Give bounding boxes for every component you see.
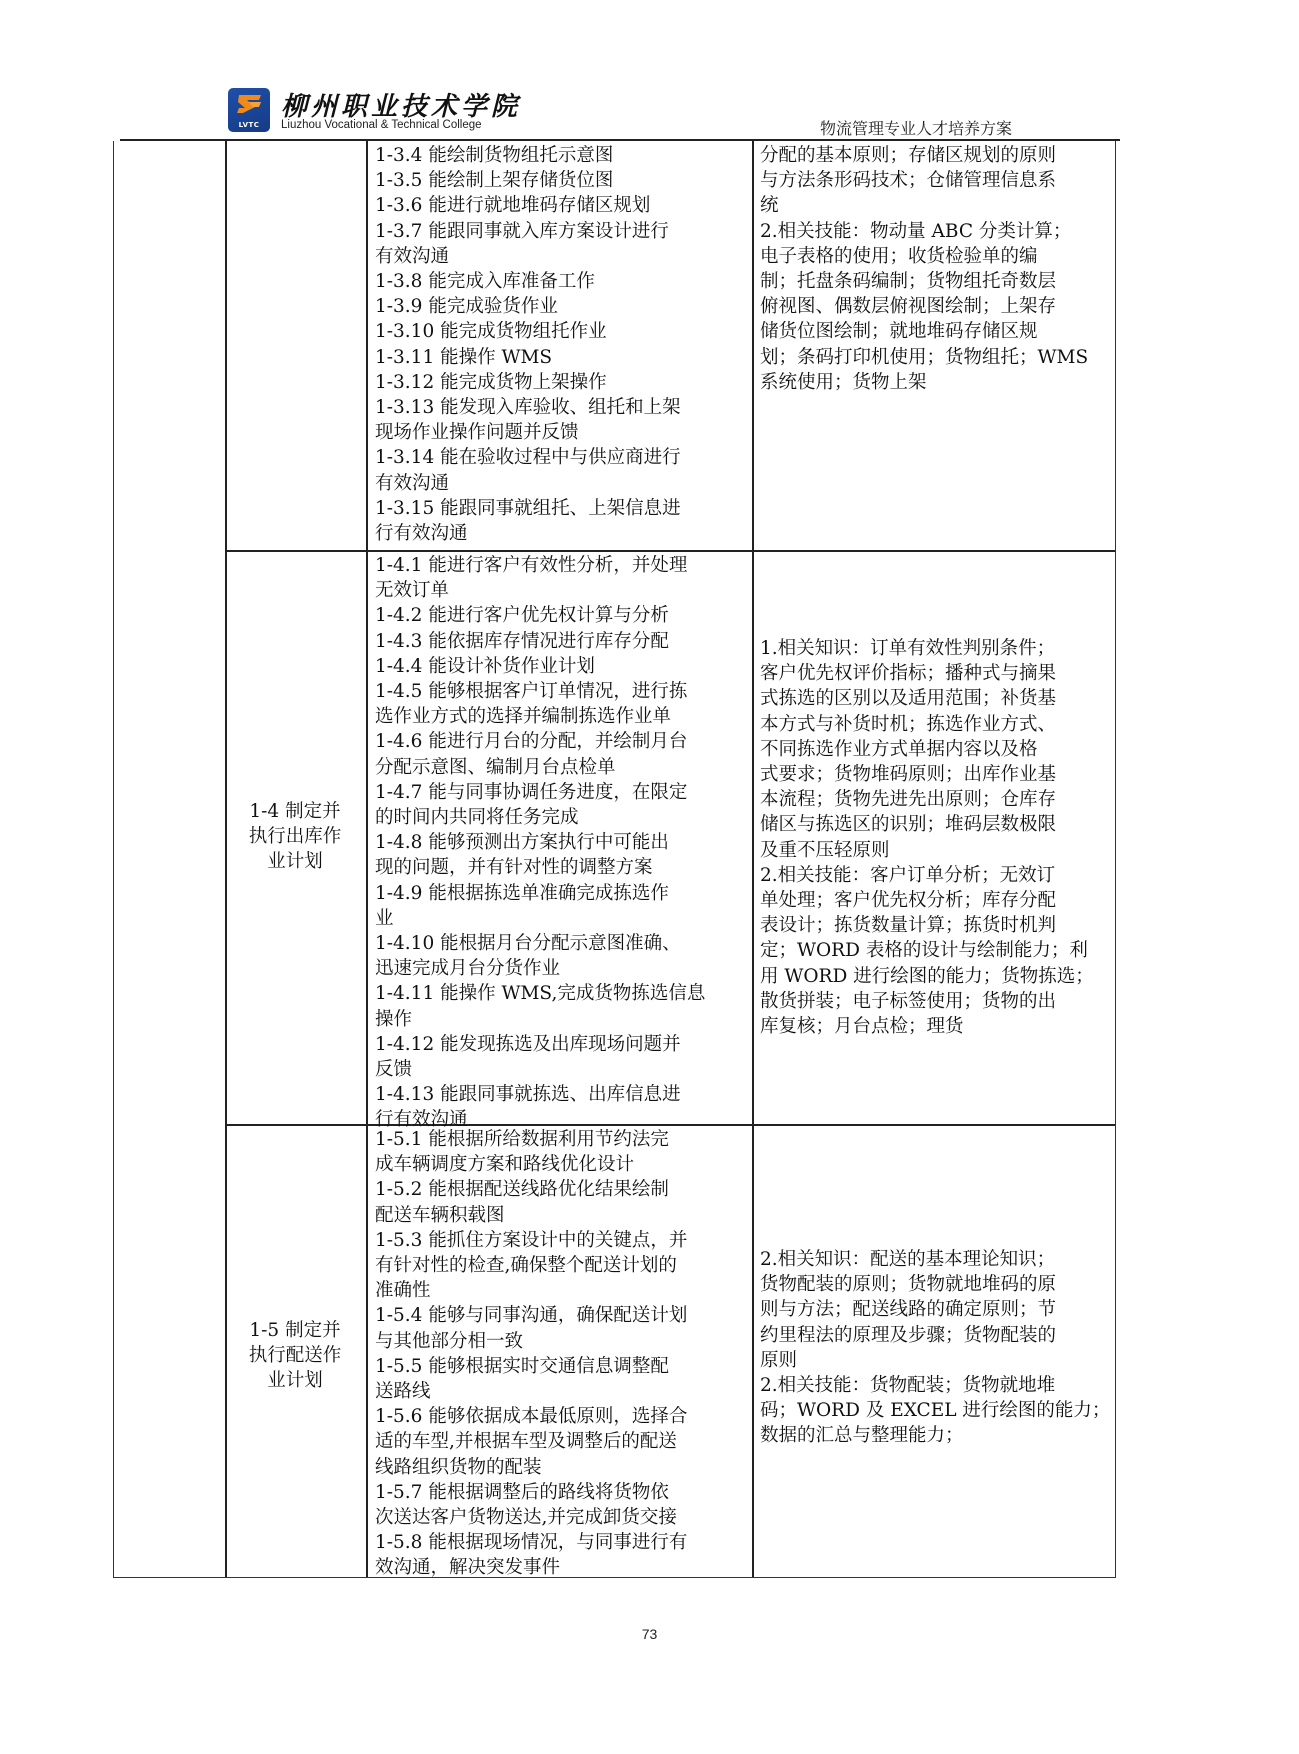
knowledge-line: 系统使用；货物上架 — [760, 371, 927, 393]
ability-line: 1-3.10 能完成货物组托作业 — [375, 321, 607, 343]
category-line: 1-5 制定并 — [249, 1320, 341, 1341]
ability-line: 1-5.5 能够根据实时交通信息调整配 — [375, 1355, 669, 1377]
ability-line: 1-5.2 能根据配送线路优化结果绘制 — [375, 1179, 669, 1201]
ability-line: 1-4.3 能依据库存情况进行库存分配 — [375, 630, 669, 652]
ability-line: 准确性 — [375, 1280, 431, 1302]
ability-line: 1-4.8 能够预测出方案执行中可能出 — [375, 832, 669, 854]
category-line: 执行出库作 — [248, 826, 342, 847]
knowledge-line: 俯视图、偶数层俯视图绘制；上架存 — [760, 296, 1057, 318]
ability-line: 1-4.13 能跟同事就拣选、出库信息进 — [375, 1084, 681, 1106]
ability-line: 1-5.3 能抓住方案设计中的关键点，并 — [375, 1229, 688, 1251]
category-line: 执行配送作 — [248, 1345, 342, 1366]
ability-line: 1-3.7 能跟同事就入库方案设计进行 — [375, 220, 669, 242]
ability-line: 1-4.9 能根据拣选单准确完成拣选作 — [375, 882, 669, 904]
knowledge-line: 库复核；月台点检；理货 — [760, 1016, 964, 1038]
knowledge-line: 与方法条形码技术；仓储管理信息系 — [760, 170, 1057, 192]
knowledge-line: 数据的汇总与整理能力； — [760, 1425, 964, 1447]
ability-line: 效沟通，解决突发事件 — [375, 1557, 561, 1579]
ability-line: 1-3.11 能操作 WMS — [375, 346, 553, 368]
knowledge-line: 本流程；货物先进先出原则；仓库存 — [760, 789, 1057, 811]
ability-line: 有效沟通 — [375, 245, 450, 267]
ability-line: 现场作业操作问题并反馈 — [375, 422, 579, 444]
knowledge-line: 2.相关知识：配送的基本理论知识； — [760, 1249, 1056, 1270]
knowledge-line: 单处理；客户优先权分析；库存分配 — [760, 890, 1057, 912]
knowledge-line: 及重不压轻原则 — [760, 839, 890, 861]
table-row-abilities-1-3 — [375, 143, 681, 546]
logo-text: LVTC — [238, 121, 260, 129]
ability-line: 有效沟通 — [375, 472, 450, 494]
ability-line: 1-5.7 能根据调整后的路线将货物依 — [375, 1481, 669, 1503]
knowledge-line: 制；托盘条码编制；货物组托奇数层 — [760, 271, 1057, 293]
ability-line: 次送达客户货物送达,并完成卸货交接 — [375, 1507, 677, 1529]
ability-line: 1-3.13 能发现入库验收、组托和上架 — [375, 397, 681, 419]
ability-line: 1-3.15 能跟同事就组托、上架信息进 — [375, 497, 681, 519]
ability-line: 分配示意图、编制月台点检单 — [375, 756, 616, 778]
ability-line: 1-5.1 能根据所给数据利用节约法完 — [375, 1129, 669, 1150]
table-row-category-1-4 — [225, 799, 365, 874]
knowledge-line: 式拣选的区别以及适用范围；补货基 — [760, 688, 1057, 710]
ability-line: 无效订单 — [375, 580, 450, 602]
ability-line: 的时间内共同将任务完成 — [375, 807, 579, 829]
college-name-cn: 柳州职业技术学院 — [281, 92, 522, 122]
knowledge-line: 电子表格的使用；收货检验单的编 — [760, 245, 1038, 267]
knowledge-line: 2.相关技能：物动量 ABC 分类计算； — [760, 220, 1072, 242]
knowledge-line: 散货拼装；电子标签使用；货物的出 — [760, 990, 1057, 1012]
knowledge-line: 原则 — [760, 1349, 798, 1371]
knowledge-line: 表设计；拣货数量计算；拣货时机判 — [760, 915, 1057, 937]
knowledge-line: 用 WORD 进行绘图的能力；货物拣选； — [760, 965, 1094, 987]
document-title: 物流管理专业人才培养方案 — [820, 119, 1013, 138]
knowledge-line: 1.相关知识：订单有效性判别条件； — [760, 638, 1056, 659]
table-row-knowledge-1-4 — [760, 636, 1094, 1039]
column-divider — [366, 141, 368, 1577]
ability-line: 1-3.14 能在验收过程中与供应商进行 — [375, 447, 681, 469]
ability-line: 反馈 — [375, 1059, 413, 1081]
ability-line: 行有效沟通 — [375, 1109, 468, 1131]
lvtc-logo-icon — [235, 93, 263, 115]
knowledge-line: 统 — [760, 195, 779, 217]
ability-line: 线路组织货物的配装 — [375, 1456, 542, 1478]
knowledge-line: 则与方法；配送线路的确定原则；节 — [760, 1299, 1057, 1321]
knowledge-line: 客户优先权评价指标；播种式与摘果 — [760, 663, 1057, 685]
table-row-abilities-1-5 — [375, 1127, 687, 1581]
column-divider — [752, 141, 754, 1577]
ability-line: 1-3.4 能绘制货物组托示意图 — [375, 145, 614, 166]
ability-line: 配送车辆积载图 — [375, 1204, 505, 1226]
knowledge-line: 式要求；货物堆码原则；出库作业基 — [760, 764, 1057, 786]
knowledge-line: 货物配装的原则；货物就地堆码的原 — [760, 1274, 1057, 1296]
row-divider — [225, 550, 1115, 552]
college-logo — [228, 88, 270, 132]
ability-line: 成车辆调度方案和路线优化设计 — [375, 1154, 635, 1176]
ability-line: 1-4.2 能进行客户优先权计算与分析 — [375, 605, 669, 627]
table-row-category-1-5 — [225, 1318, 365, 1393]
ability-line: 操作 — [375, 1008, 413, 1030]
table-row-knowledge-1-5 — [760, 1247, 1110, 1449]
knowledge-line: 码；WORD 及 EXCEL 进行绘图的能力； — [760, 1400, 1111, 1422]
knowledge-line: 储货位图绘制；就地堆码存储区规 — [760, 321, 1038, 343]
ability-line: 1-4.7 能与同事协调任务进度，在限定 — [375, 781, 688, 803]
ability-line: 1-5.8 能根据现场情况，与同事进行有 — [375, 1532, 688, 1554]
knowledge-line: 定；WORD 表格的设计与绘制能力；利 — [760, 940, 1088, 962]
ability-line: 有针对性的检查,确保整个配送计划的 — [375, 1255, 677, 1277]
ability-line: 1-3.6 能进行就地堆码存储区规划 — [375, 195, 651, 217]
knowledge-line: 划；条码打印机使用；货物组托；WMS — [760, 346, 1089, 368]
college-name-en: Liuzhou Vocational & Technical College — [281, 119, 482, 131]
ability-line: 适的车型,并根据车型及调整后的配送 — [375, 1431, 677, 1453]
ability-line: 1-4.5 能够根据客户订单情况，进行拣 — [375, 681, 688, 703]
ability-line: 1-3.9 能完成验货作业 — [375, 296, 558, 318]
table-row-knowledge-1-3 — [760, 143, 1088, 395]
ability-line: 送路线 — [375, 1381, 431, 1403]
category-line: 业计划 — [267, 1370, 323, 1391]
ability-line: 行有效沟通 — [375, 523, 468, 545]
ability-line: 1-3.8 能完成入库准备工作 — [375, 271, 595, 293]
ability-line: 1-4.11 能操作 WMS,完成货物拣选信息 — [375, 983, 706, 1005]
ability-line: 1-4.6 能进行月台的分配，并绘制月台 — [375, 731, 688, 753]
ability-line: 1-5.4 能够与同事沟通，确保配送计划 — [375, 1305, 688, 1327]
ability-line: 迅速完成月台分货作业 — [375, 958, 561, 980]
ability-line: 与其他部分相一致 — [375, 1330, 524, 1352]
ability-line: 1-4.12 能发现拣选及出库现场问题并 — [375, 1033, 681, 1055]
knowledge-line: 不同拣选作业方式单据内容以及格 — [760, 738, 1038, 760]
ability-line: 1-4.4 能设计补货作业计划 — [375, 655, 595, 677]
table-row-abilities-1-4 — [375, 553, 705, 1133]
knowledge-line: 储区与拣选区的识别；堆码层数极限 — [760, 814, 1057, 836]
category-line: 1-4 制定并 — [249, 801, 341, 822]
ability-line: 1-4.10 能根据月台分配示意图准确、 — [375, 933, 681, 955]
ability-line: 现的问题，并有针对性的调整方案 — [375, 857, 653, 879]
ability-line: 1-4.1 能进行客户有效性分析，并处理 — [375, 555, 688, 576]
knowledge-line: 2.相关技能：货物配装；货物就地堆 — [760, 1375, 1056, 1397]
category-line: 业计划 — [267, 851, 323, 872]
knowledge-line: 约里程法的原理及步骤；货物配装的 — [760, 1324, 1057, 1346]
page-number: 73 — [641, 1626, 658, 1642]
ability-line: 1-5.6 能够依据成本最低原则，选择合 — [375, 1406, 688, 1428]
ability-line: 业 — [375, 907, 394, 929]
knowledge-line: 2.相关技能：客户订单分析；无效订 — [760, 864, 1056, 886]
curriculum-table — [113, 141, 1116, 1578]
ability-line: 1-3.5 能绘制上架存储货位图 — [375, 170, 614, 192]
knowledge-line: 本方式与补货时机；拣选作业方式、 — [760, 713, 1057, 735]
ability-line: 选作业方式的选择并编制拣选作业单 — [375, 706, 672, 728]
ability-line: 1-3.12 能完成货物上架操作 — [375, 371, 607, 393]
knowledge-line: 分配的基本原则；存储区规划的原则 — [760, 145, 1057, 166]
